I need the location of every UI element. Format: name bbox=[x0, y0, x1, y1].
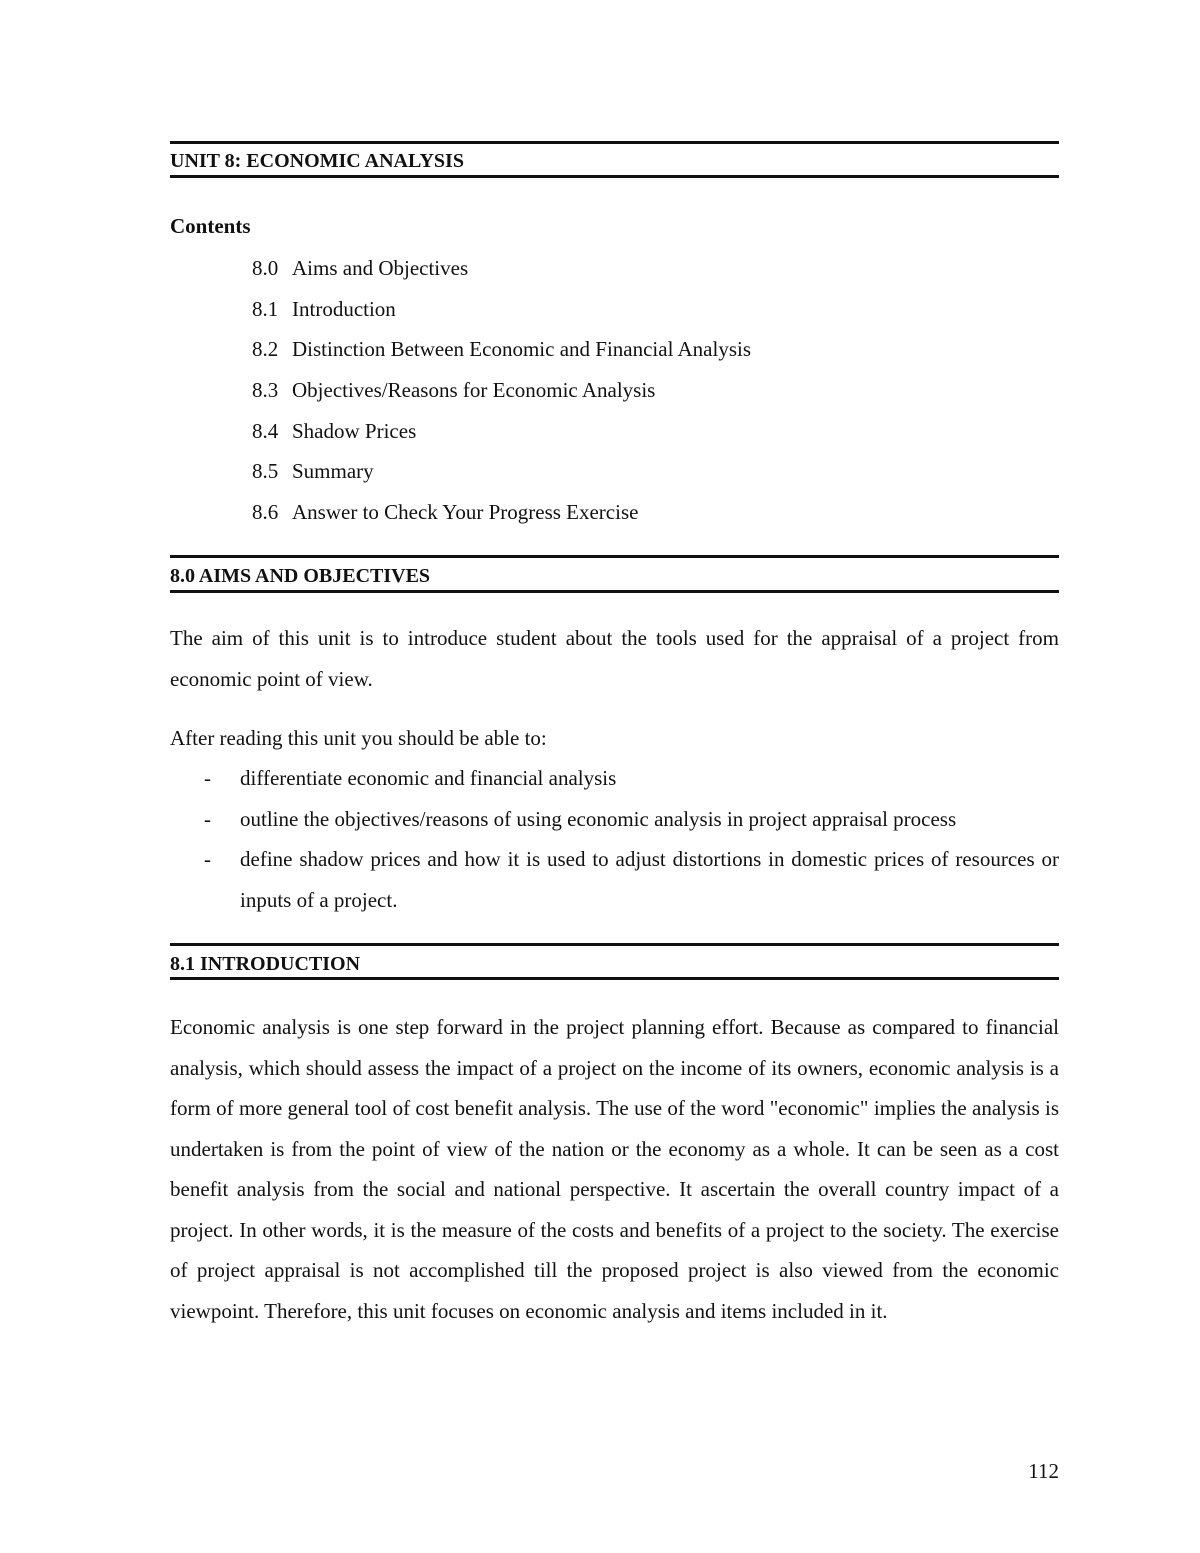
intro-paragraph: Economic analysis is one step forward in the project planning effort. Because as compared to financial analysis, which should assess the impact of a project on the income of its owners, economic analysis is a form of more general tool of cost benefit analysis. The use of the word "economic" implies the analysis is undertaken is from the point of view of the nation or the economy as a whole. It can be seen as a cost benefit analysis from the social and national perspective. It ascertain the overall country impact of a project. In other words, it is the measure of the costs and benefits of a project to the society. The exercise of project appraisal is not accomplished till the proposed project is also viewed from the economic viewpoint. Therefore, this unit focuses on economic analysis and items included in it. bbox=[170, 1015, 1059, 1323]
page-number: 112 bbox=[1028, 1459, 1059, 1483]
objectives-list bbox=[170, 758, 1059, 921]
toc-item bbox=[252, 295, 751, 336]
toc-item-title: Aims and Objectives bbox=[292, 256, 469, 280]
toc-item-title: Objectives/Reasons for Economic Analysis bbox=[292, 378, 656, 403]
aims-lead-in: After reading this unit you should be able to: bbox=[170, 726, 547, 750]
toc-item-number: 8.2 bbox=[252, 337, 279, 362]
aims-paragraph: The aim of this unit is to introduce student about the tools used for the appraisal of a project from economic point of view. bbox=[170, 626, 1059, 691]
section-aims-heading: 8.0 AIMS AND OBJECTIVES bbox=[170, 565, 431, 587]
list-item bbox=[170, 799, 1059, 840]
toc-item-title: Distinction Between Economic and Financial Analysis bbox=[292, 337, 751, 362]
toc-item bbox=[252, 457, 751, 498]
bullet-dash: - bbox=[204, 847, 211, 872]
toc-item bbox=[252, 376, 751, 417]
toc-item-number: 8.1 bbox=[252, 296, 279, 321]
section-intro-rule-bottom bbox=[170, 977, 1059, 980]
toc-item-number: 8.0 bbox=[252, 256, 279, 280]
toc-item-title: Introduction bbox=[292, 296, 396, 321]
title-rule-top bbox=[170, 141, 1059, 144]
toc-item-title: Answer to Check Your Progress Exercise bbox=[292, 500, 639, 525]
section-aims-rule-top bbox=[170, 555, 1059, 558]
toc-item-number: 8.5 bbox=[252, 459, 279, 484]
list-item bbox=[170, 839, 1059, 920]
list-item-text: differentiate economic and financial analysis bbox=[240, 766, 617, 790]
toc-item bbox=[252, 335, 751, 376]
section-intro-heading: 8.1 INTRODUCTION bbox=[170, 953, 361, 975]
toc-item-number: 8.6 bbox=[252, 500, 279, 525]
list-item-text: outline the objectives/reasons of using economic analysis in project appraisal process bbox=[240, 806, 957, 831]
section-aims-rule-bottom bbox=[170, 590, 1059, 593]
unit-title: UNIT 8: ECONOMIC ANALYSIS bbox=[170, 150, 464, 172]
toc-item bbox=[252, 498, 751, 539]
section-intro-rule-top bbox=[170, 943, 1059, 946]
toc-item-title: Shadow Prices bbox=[292, 418, 417, 443]
title-rule-bottom bbox=[170, 175, 1059, 178]
bullet-dash: - bbox=[204, 806, 211, 831]
bullet-dash: - bbox=[204, 766, 211, 790]
table-of-contents bbox=[252, 254, 751, 539]
contents-heading: Contents bbox=[170, 214, 251, 238]
toc-item bbox=[252, 417, 751, 458]
list-item-text: define shadow prices and how it is used to adjust distortions in domestic prices of resources or inputs of a project. bbox=[240, 847, 1059, 913]
toc-item-title: Summary bbox=[292, 459, 374, 484]
toc-item-number: 8.3 bbox=[252, 378, 279, 403]
toc-item-number: 8.4 bbox=[252, 418, 279, 443]
list-item bbox=[170, 758, 1059, 799]
toc-item bbox=[252, 254, 751, 295]
